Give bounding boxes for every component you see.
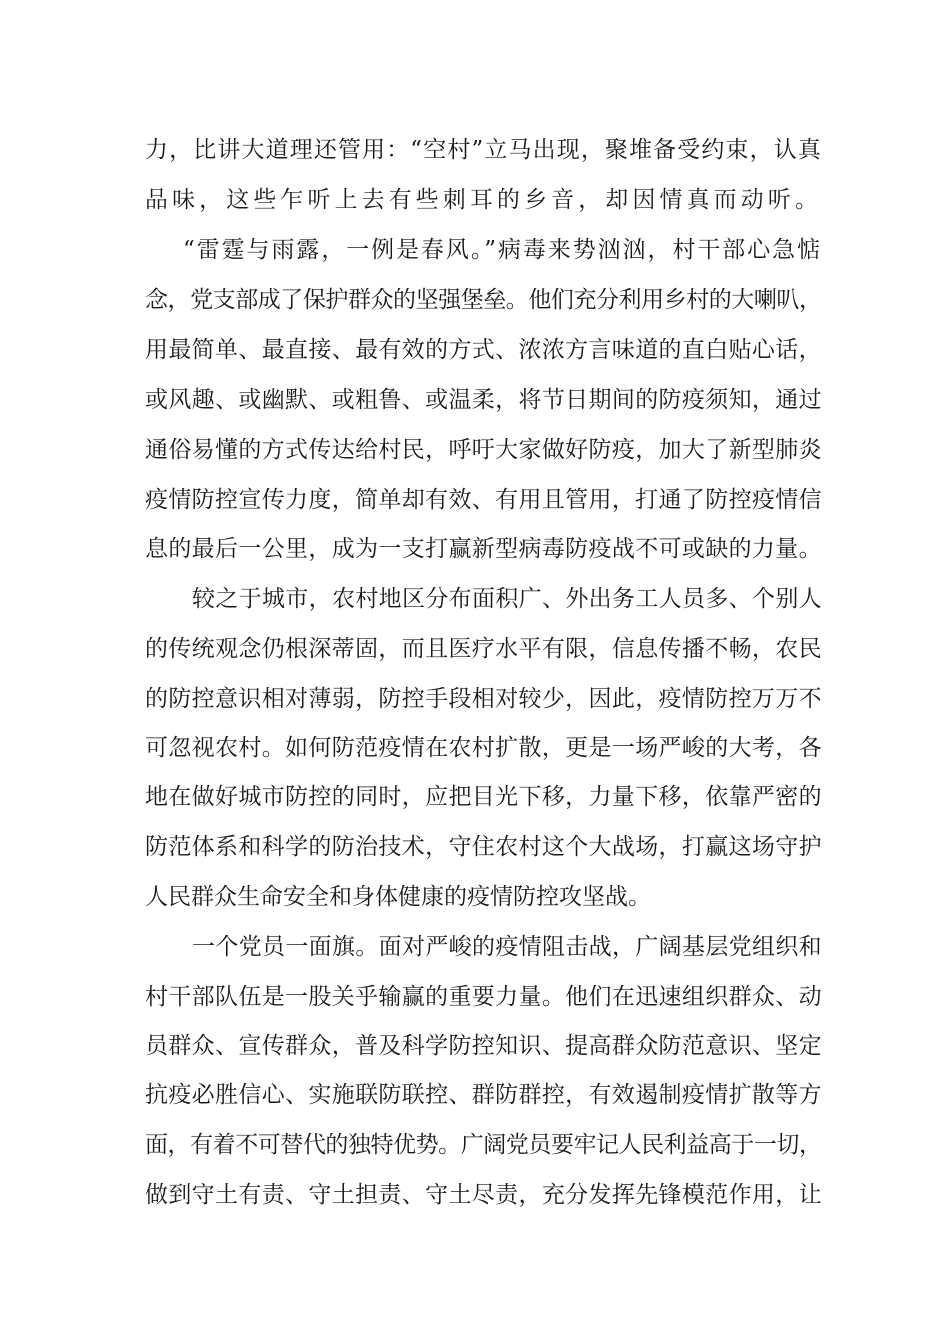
line-text: 村干部队伍是一股关乎输赢的重要力量。他们在迅速组织群众、动 (145, 984, 822, 1010)
text-line (0, 130, 950, 170)
line-text: 的防控意识相对薄弱，防控手段相对较少，因此，疫情防控万万不 (145, 686, 822, 712)
text-line (0, 977, 950, 1017)
line-text: 人民群众生命安全和身体健康的疫情防控攻坚战。 (145, 884, 651, 910)
line-text: 的传统观念仍根深蒂固，而且医疗水平有限，信息传播不畅，农民 (145, 636, 822, 662)
line-text: 品味，这些乍听上去有些刺耳的乡音，却因情真而动听。 (145, 187, 823, 213)
line-text: “雷霆与雨露，一例是春风。”病毒来势汹汹，村干部心急惦 (183, 237, 822, 263)
text-line (0, 1075, 950, 1115)
line-text: 力，比讲大道理还管用：“空村”立马出现，聚堆备受约束，认真 (145, 137, 823, 163)
line-text: 做到守土有责、守土担责、守土尽责，充分发挥先锋模范作用，让 (145, 1182, 822, 1208)
text-line (0, 1175, 950, 1215)
paragraph-first-line (0, 230, 950, 270)
text-line (0, 629, 950, 669)
text-line (0, 480, 950, 520)
paragraph-first-line (0, 579, 950, 619)
text-line (0, 679, 950, 719)
text-line (0, 430, 950, 470)
text-line (0, 728, 950, 768)
line-text: 息的最后一公里，成为一支打赢新型病毒防疫战不可或缺的力量。 (145, 536, 822, 562)
paragraph-first-line (0, 927, 950, 967)
text-line (0, 380, 950, 420)
text-line (0, 877, 950, 917)
line-text: 员群众、宣传群众，普及科学防控知识、提高群众防范意识、坚定 (145, 1033, 822, 1059)
line-text: 可忽视农村。如何防范疫情在农村扩散，更是一场严峻的大考，各 (145, 735, 822, 761)
line-text: 通俗易懂的方式传达给村民，呼吁大家做好防疫，加大了新型肺炎 (145, 437, 822, 463)
text-line (0, 827, 950, 867)
line-text: 用最简单、最直接、最有效的方式、浓浓方言味道的直白贴心话， (145, 337, 822, 363)
line-text: 一个党员一面旗。面对严峻的疫情阻击战，广阔基层党组织和 (192, 934, 823, 960)
line-text: 或风趣、或幽默、或粗鲁、或温柔，将节日期间的防疫须知，通过 (145, 387, 822, 413)
text-line (0, 180, 950, 220)
line-text: 疫情防控宣传力度，简单却有效、有用且管用，打通了防控疫情信 (145, 487, 822, 513)
text-line (0, 529, 950, 569)
text-line (0, 280, 950, 320)
text-line (0, 1026, 950, 1066)
line-text: 较之于城市，农村地区分布面积广、外出务工人员多、个别人 (192, 586, 823, 612)
line-text: 念，党支部成了保护群众的坚强堡垒。他们充分利用乡村的大喇叭， (145, 287, 822, 313)
text-line (0, 777, 950, 817)
text-line (0, 1125, 950, 1165)
line-text: 地在做好城市防控的同时，应把目光下移，力量下移，依靠严密的 (145, 784, 822, 810)
line-text: 面，有着不可替代的独特优势。广阔党员要牢记人民利益高于一切， (145, 1132, 822, 1158)
text-line (0, 330, 950, 370)
line-text: 抗疫必胜信心、实施联防联控、群防群控，有效遏制疫情扩散等方 (145, 1082, 822, 1108)
line-text: 防范体系和科学的防治技术，守住农村这个大战场，打赢这场守护 (145, 834, 822, 860)
